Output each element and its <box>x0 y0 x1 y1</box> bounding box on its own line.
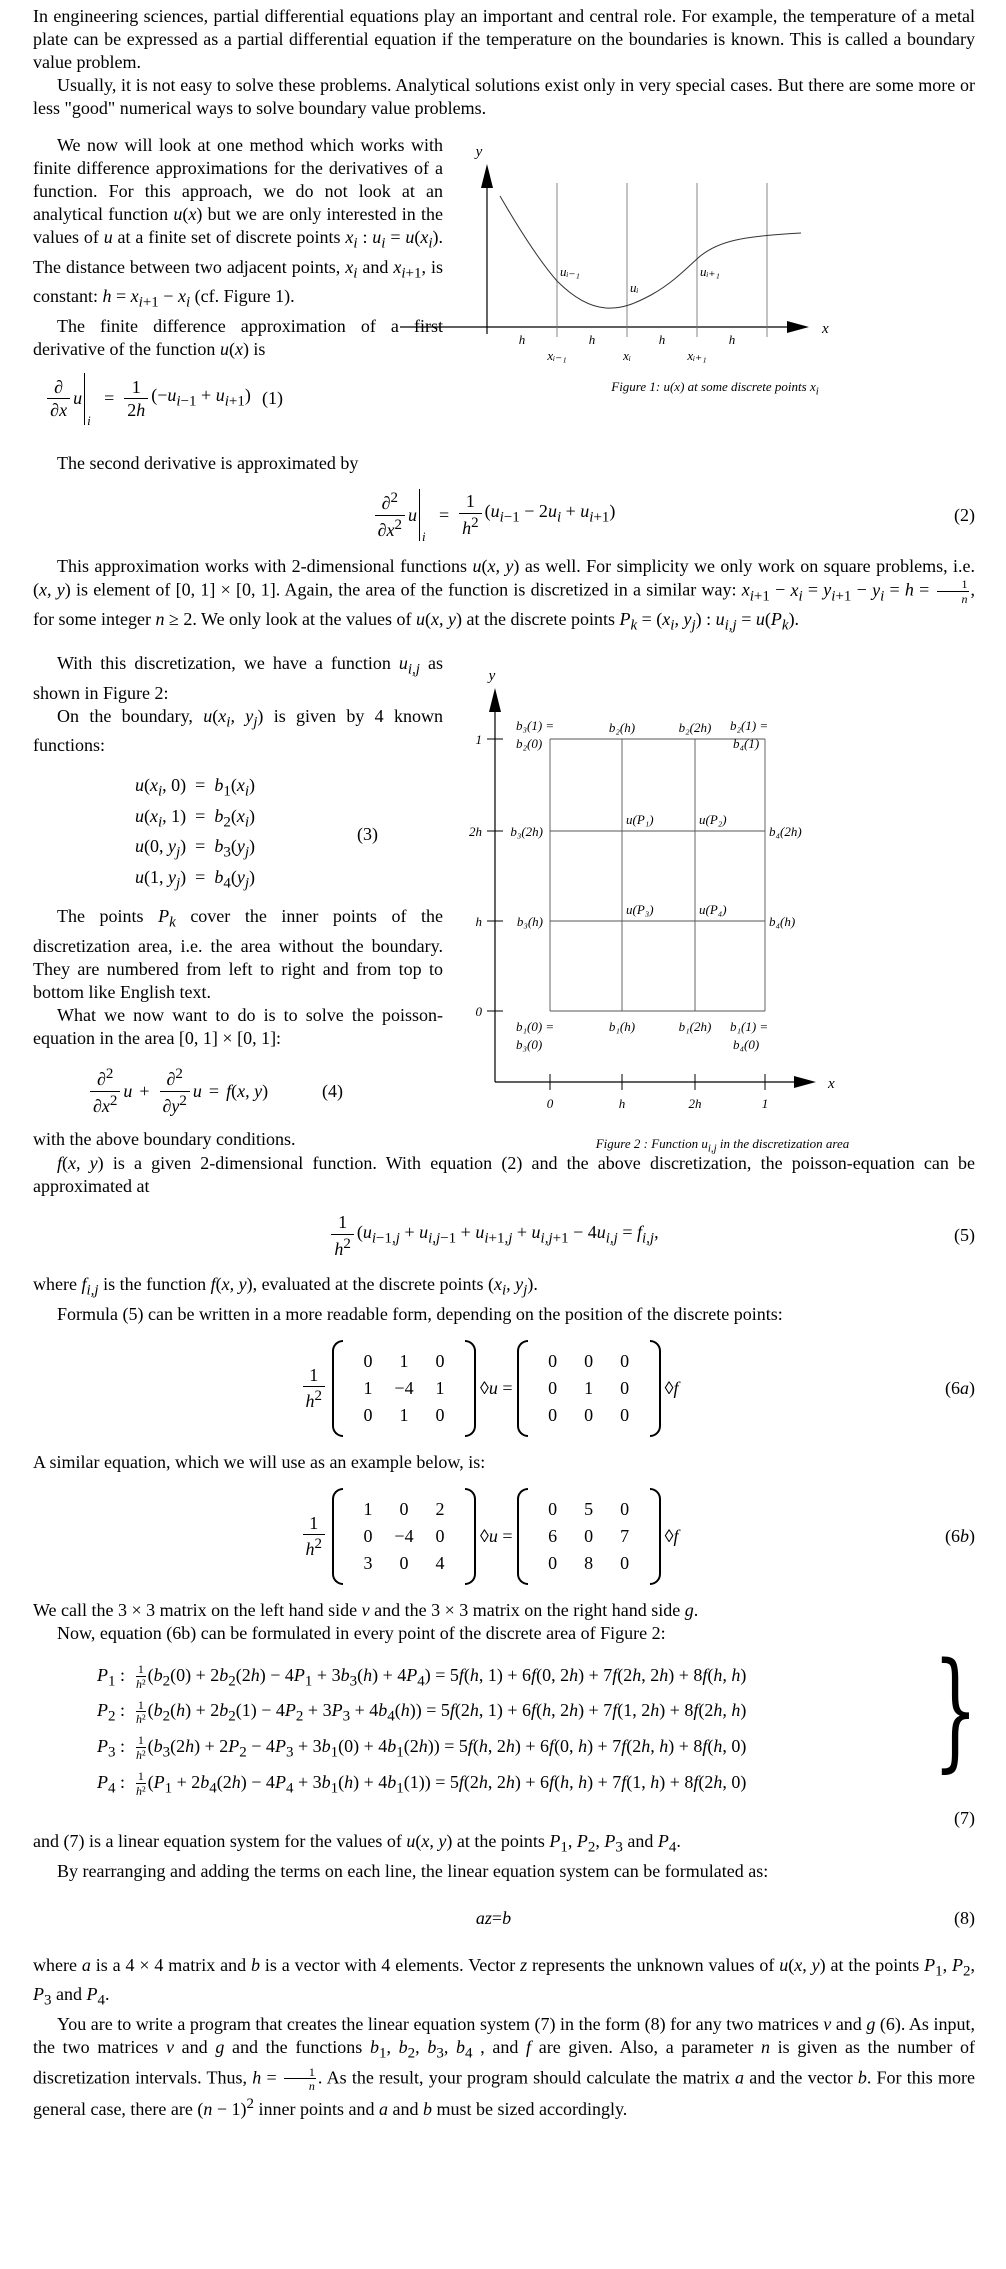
paragraph-second-derivative: The second derivative is approximated by <box>57 453 359 473</box>
figure2-xtick-1: 1 <box>761 1095 769 1111</box>
paragraph-inner-points: The points $P_k$ cover the inner points of the discretization area, i.e. the area without the boundary. They are numbered from left to right and from top to bottom like English text. <box>33 906 443 1003</box>
figure2-label-bottom-right-2: b₄(0) <box>733 1036 760 1052</box>
figure-2-caption: Figure 2 : Function $u_{i,j}$ in the discretization area <box>595 1135 850 1155</box>
equation-3-row-4: u(1, $y_j) = b_4(y_j)$ <box>135 866 255 892</box>
figure2-label-top-h: b₂(h) <box>608 719 636 735</box>
equation-7-line-P3: $P_3$ : $\frac{1}{\text{h²}}$ $(b_3(2h) + 2P_2 - 4P_3 + 3b_1(0) + 4b_1(2h)) = 5f(h$, 2h) + 6f(0, h) + 7f(2h, h) + 8f(h, 0) <box>97 1733 747 1762</box>
equation-4 <box>33 1066 343 1116</box>
equation-6a-body <box>33 1340 945 1437</box>
figure2-ytick-1: 1 <box>475 731 482 747</box>
equation-1 <box>33 373 283 428</box>
paragraph-poisson: What we now want to do is to solve the poisson-equation in the area [0, 1] × [0, 1]: <box>33 1005 443 1049</box>
figure2-x-arrow-icon <box>794 1076 816 1088</box>
two-column-block-1 <box>33 134 975 452</box>
figure2-xtick-h: h <box>618 1095 626 1111</box>
equation-3-row-3: u(0, $y_j) = b_3(y_j)$ <box>135 836 255 861</box>
equation-6b-diamond-f: ◊f <box>664 1525 679 1546</box>
equation-5-number: (5) <box>954 1225 975 1246</box>
figure2-label-top-right-2: b₄(1) <box>733 735 760 751</box>
equation-6a-coefficient: $\frac{1}{h^2}$ <box>300 1365 329 1412</box>
figure2-label-right-2h: b₄(2h) <box>769 823 802 839</box>
figure2-label-uP2: u(P₂) <box>699 811 727 827</box>
paragraph-where-fij: where $f_{i,j}$ is the function f(x, y), evaluated at the discrete points ($x_i$, $y_j$). <box>33 1274 538 1299</box>
paren-right-icon <box>465 1488 476 1585</box>
figure2-label-top-2h: b₂(2h) <box>678 719 712 735</box>
figure2-label-top-right-1: b₂(1) = <box>730 717 769 733</box>
figure2-label-left-h: b₃(h) <box>516 913 543 929</box>
paragraph-fxy: f(x, y) is a given 2-dimensional function. With equation (2) and the above discretization, the poisson-equation can be approximated at <box>33 1152 975 1196</box>
figure-2 <box>450 664 995 1157</box>
equation-7-line-P2: $P_2$ : $\frac{1}{\text{h²}}$ $(b_2(h) + 2b_2(1) - 4P_2 + 3P_3 + 4b_4(h)) = 5f(2h$, 1) + 6f(h, 2h) + 7f(1, 2h) + 8f(2h, h) <box>97 1697 747 1727</box>
paren-left-icon <box>332 1340 343 1437</box>
equation-7-line-P1: $P_1$ : $\frac{1}{\text{h²}}$ $(b_2(0) + 2b_2(2h) - 4P_1 + 3b_3(h) + 4P_4) = 5f(h$, 1) + 6f(0, 2h) + 7f(2h, 2h) + 8f(h, h) <box>97 1662 747 1691</box>
figure2-xtick-2h: 2h <box>688 1095 702 1111</box>
equation-2-body: $\frac{\partial^2}{\partial x^2}$ u i = $\frac{1}{h^2}$ $(u_{i-1} - 2u_i + u_{i+1})$ <box>33 489 954 541</box>
paragraph-now-6b: Now, equation (6b) can be formulated in every point of the discrete area of Figure 2: <box>57 1622 666 1643</box>
left-column-2 <box>33 652 443 1152</box>
paren-right-icon <box>465 1340 476 1437</box>
equation-6b-body <box>33 1488 945 1585</box>
equation-7-line-P4: $P_4$ : $\frac{1}{\text{h²}}$ $(P_1 + 2b_4(2h) - 4P_4 + 3b_1(h) + 4b_1(1)) = 5f(2h$, 2h) + 6f(h, h) + 7f(1, h) + 8f(2h, 0) <box>97 1768 747 1798</box>
figure2-label-top-left-2: b₂(0) <box>516 735 543 751</box>
equation-5 <box>33 1212 975 1259</box>
paragraph-usually: Usually, it is not easy to solve these problems. Analytical solutions exist only in very special cases. But there are some more or less "good" numerical ways to solve boundary value problems. <box>33 75 975 118</box>
right-brace-icon: } <box>933 1635 978 1785</box>
figure2-label-left-2h: b₃(2h) <box>510 823 543 839</box>
equation-8-body: az = b <box>475 1907 512 1928</box>
figure2-xtick-0: 0 <box>546 1095 554 1111</box>
paragraph-and-7: and (7) is a linear equation system for the values of u(x, y) at the points $P_1$, $P_2$, $P_3$ and $P_4$. <box>33 1831 681 1856</box>
paragraph-similar: A similar equation, which we will use as an example below, is: <box>33 1451 486 1472</box>
paren-right-icon <box>650 1488 661 1585</box>
figure1-label-u-next: uᵢ₊₁ <box>700 264 720 279</box>
equation-4-body: $\frac{\partial^2}{\partial x^2}$ u + $\frac{\partial^2}{\partial y^2}$ u = f ( x, y ) <box>33 1066 322 1116</box>
figure1-xtick-next: xᵢ₊₁ <box>687 348 707 363</box>
equation-6b-number: (6b) <box>945 1525 975 1546</box>
figure2-y-axis-label: y <box>488 667 496 684</box>
paren-left-icon <box>517 1488 528 1585</box>
equation-6a <box>33 1340 975 1437</box>
paragraph-where-a: where a is a 4 × 4 matrix and b is a vector with 4 elements. Vector z represents the unknown values of u(x, y) at the points $P_1$, $P_2$, $P_3$ and $P_4$. <box>33 1954 975 2010</box>
figure1-xtick-i: xᵢ <box>623 348 631 363</box>
figure1-h-label-3: h <box>658 332 666 347</box>
figure1-label-u-prev: uᵢ₋₁ <box>560 264 580 279</box>
paragraph-2d: This approximation works with 2-dimensional functions u(x, y) as well. For simplicity we only work on square problems, i.e. (x, y) is element of [0, 1] × [0, 1]. Again, the area of the function is discretized in a similar way: $x_{i+1} - x_i = y_{i+1} - y_i = h$ = $\frac{1}{n}$ , for some integer n ≥ 2. We only look at the values of u(x, y) at the discrete points $P_k = (x_i$, $y_j$) : $u_{i,j} = u(P_k)$. <box>33 556 976 634</box>
figure1-h-label-4: h <box>728 332 736 347</box>
equation-5-body: $\frac{1}{h^2}$ ($u_{i-1,j} + u_{i,j-1} + u_{i+1,j} + u_{i,j+1} - 4u_{i,j} = f_{i,j}$, <box>33 1212 954 1259</box>
equation-3-body <box>33 773 357 895</box>
matrix-v-6a: 0 1 0 1 −4 1 0 1 0 <box>332 1340 476 1437</box>
paragraph-rearranging: By rearranging and adding the terms on each line, the linear equation system can be formulated as: <box>57 1860 769 1881</box>
figure1-y-axis-label: y <box>475 144 483 160</box>
figure1-curve <box>500 196 801 308</box>
figure1-h-label-1: h <box>518 332 526 347</box>
equation-6b-diamond-u: ◊u = <box>480 1525 513 1546</box>
figure-2-plot <box>450 664 995 1124</box>
figure2-label-bottom-2h: b₁(2h) <box>678 1018 712 1034</box>
equation-6a-diamond-u: ◊u = <box>480 1377 513 1398</box>
figure2-ytick-0: 0 <box>475 1003 482 1019</box>
equation-8-number: (8) <box>954 1907 975 1928</box>
figure2-label-bottom-right-1: b₁(1) = <box>730 1018 769 1034</box>
paragraph-first-derivative: The finite difference approximation of a first derivative of the function u(x) is <box>33 315 443 359</box>
figure2-label-uP4: u(P₄) <box>699 901 727 917</box>
equation-3 <box>33 773 378 895</box>
figure1-h-label-2: h <box>588 332 596 347</box>
figure-1-caption: Figure 1: u(x) at some discrete points $x_i$ <box>611 379 819 398</box>
paragraph-boundary-conditions: with the above boundary conditions. <box>33 1129 296 1150</box>
equation-3-number: (3) <box>357 823 378 844</box>
figure1-label-u-i: uᵢ <box>630 280 639 295</box>
equation-6a-diamond-f: ◊f <box>664 1377 679 1398</box>
paragraph-boundary: On the boundary, $u(x_i$, $y_j$) is given by 4 known functions: <box>33 705 443 756</box>
paragraph-formula5: Formula (5) can be written in a more readable form, depending on the position of the discrete points: <box>57 1303 783 1324</box>
figure2-label-bottom-h: b₁(h) <box>608 1018 636 1034</box>
equation-6b <box>33 1488 975 1585</box>
two-column-block-2 <box>33 652 975 1155</box>
paragraph-we-call: We call the 3 × 3 matrix on the left hand side v and the 3 × 3 matrix on the right hand side g. <box>33 1599 699 1620</box>
paren-left-icon <box>332 1488 343 1585</box>
paren-left-icon <box>517 1340 528 1437</box>
figure2-label-uP3: u(P₃) <box>626 901 654 917</box>
equation-6a-number: (6a) <box>945 1377 975 1398</box>
figure2-label-right-h: b₄(h) <box>769 913 796 929</box>
figure2-x-axis-label: x <box>828 1075 835 1092</box>
figure-1-plot <box>395 126 865 371</box>
equation-1-number: (1) <box>262 388 283 409</box>
figure1-x-arrow-icon <box>787 321 809 333</box>
equation-6b-coefficient: $\frac{1}{h^2}$ <box>300 1513 329 1560</box>
equation-1-body: $\frac{\partial}{\partial x}$ u i = $\frac{1}{2h}$ $(-u_{i-1} + u_{i+1})$ <box>33 373 262 425</box>
paragraph-task: You are to write a program that creates the linear equation system (7) in the form (8) for any two matrices v and g (6). As input, the two matrices v and g and the functions $b_1$, $b_2$, $b_3$, $b_4$ , and f are given. Also, a parameter n is given as the number of discretization intervals. Thus, h = $\frac{1}{n}$ . As the result, your program should calculate the matrix a and the vector b. For this more general case, there are $(n - 1)^2$ inner points and a and b must be sized accordingly. <box>33 2014 975 2119</box>
equation-7-number: (7) <box>954 1808 975 1829</box>
equation-7 <box>33 1635 978 1803</box>
figure-1 <box>395 126 865 400</box>
equation-2-number: (2) <box>954 504 975 525</box>
equation-3-row-2: $u(x_i$, $1) = b_2(x_i)$ <box>135 805 255 831</box>
figure2-label-top-left-1: b₃(1) = <box>516 717 555 733</box>
figure2-label-bottom-left-2: b₃(0) <box>516 1036 543 1052</box>
matrix-g-6a: 0 0 0 0 1 0 0 0 0 <box>517 1340 661 1437</box>
equation-8 <box>33 1907 975 1930</box>
equation-4-number: (4) <box>322 1080 343 1101</box>
figure2-label-bottom-left-1: b₁(0) = <box>516 1018 555 1034</box>
paragraph-method: We now will look at one method which works with finite difference approximations for the derivatives of a function. For this approach, we do not look at an analytical function u(x) but we are only interested in the values of u at a finite set of discrete points $x_i$ : $u_i = u(x_i)$. The distance between two adjacent points, $x_i$ and $x_{i+1}$, is constant: $h = x_{i+1} - x_i$ (cf. Figure 1). <box>33 135 443 311</box>
figure2-ytick-h: h <box>475 913 482 929</box>
figure2-ytick-2h: 2h <box>469 823 482 839</box>
figure2-label-uP1: u(P₁) <box>626 811 654 827</box>
figure1-x-axis-label: x <box>822 321 829 337</box>
figure1-xtick-prev: xᵢ₋₁ <box>547 348 567 363</box>
matrix-g-6b: 0 5 0 6 0 7 0 8 0 <box>517 1488 661 1585</box>
left-column-1 <box>33 134 443 428</box>
paren-right-icon <box>650 1340 661 1437</box>
paragraph-discretization: With this discretization, we have a function $u_{i,j}$ as shown in Figure 2: <box>33 652 443 703</box>
equation-3-row-1: $u(x_i$, $0) = b_1(x_i)$ <box>135 775 255 800</box>
paragraph-intro: In engineering sciences, partial differential equations play an important and central role. For example, the temperature of a metal plate can be expressed as a partial differential equation if the temperature on the boundaries is known. This is called a boundary value problem. <box>33 6 975 72</box>
matrix-v-6b: 1 0 2 0 −4 0 3 0 4 <box>332 1488 476 1585</box>
equation-2 <box>33 489 975 544</box>
